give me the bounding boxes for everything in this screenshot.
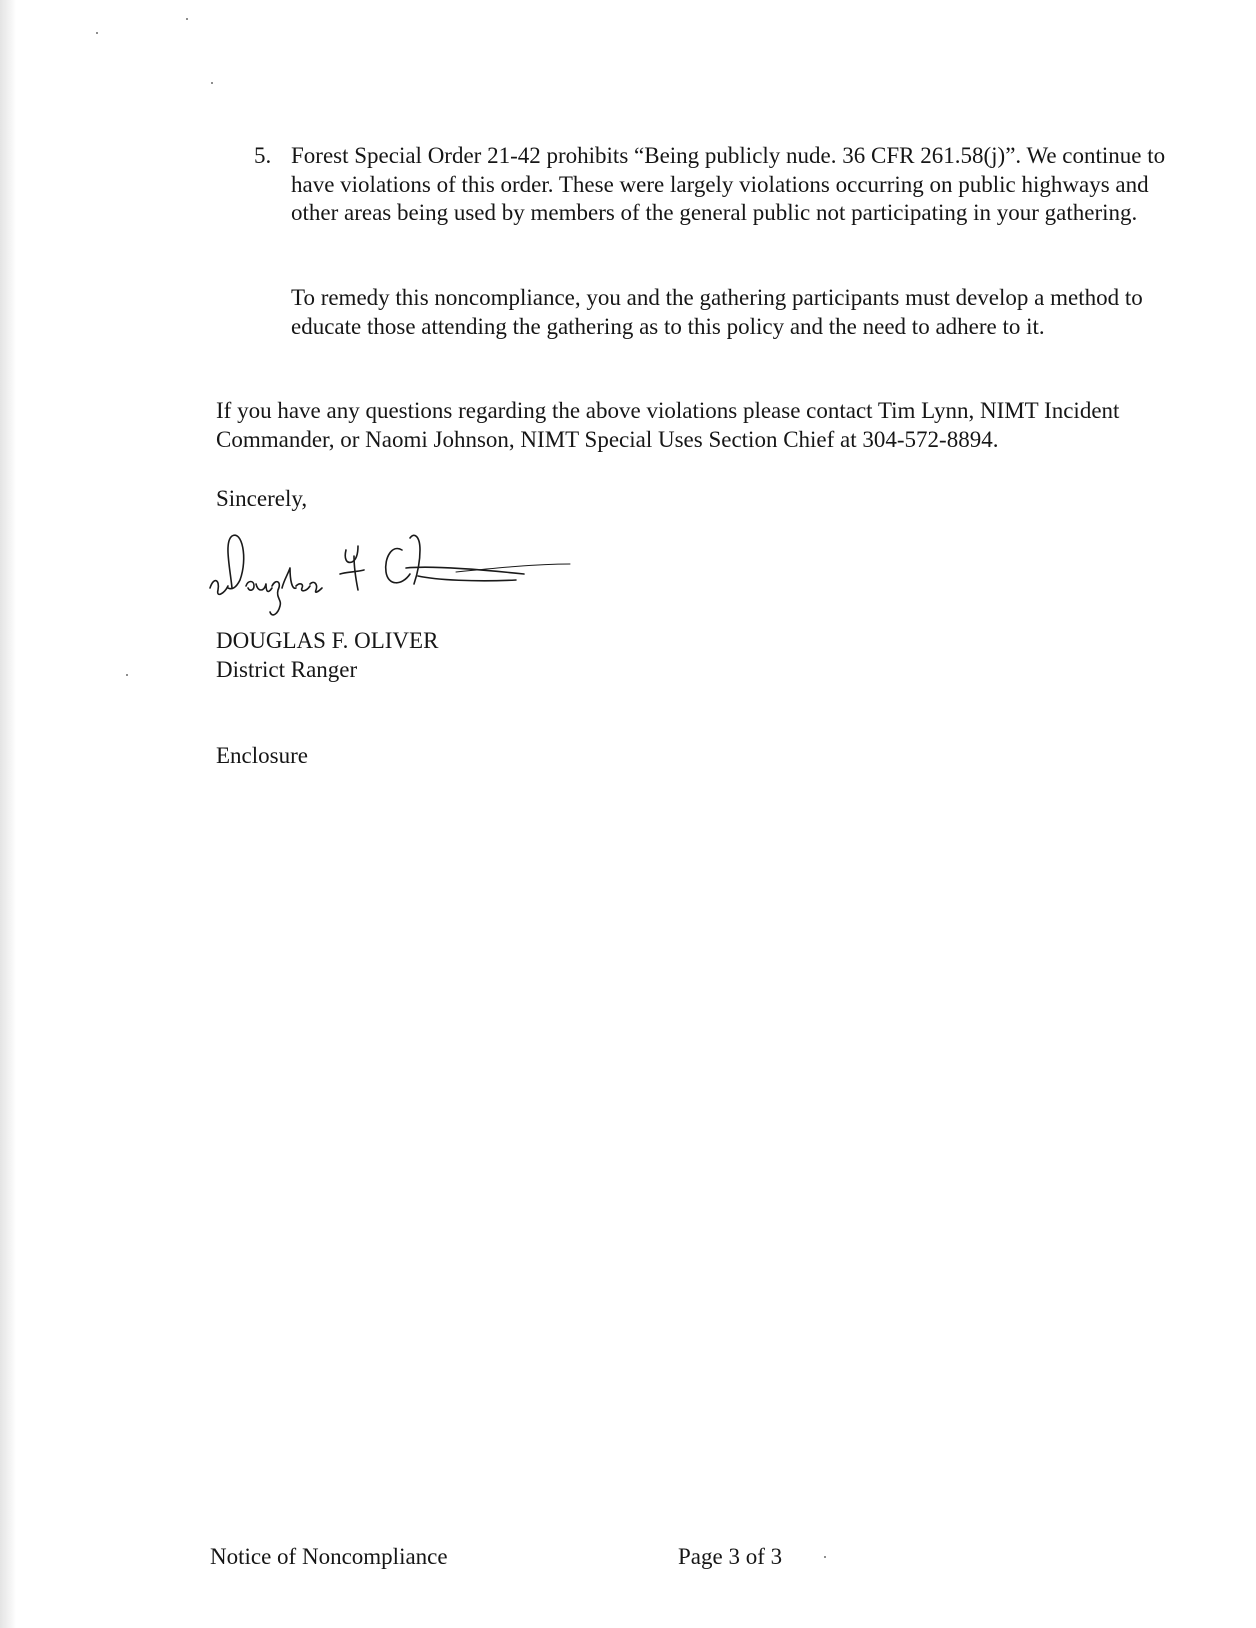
enclosure-label: Enclosure bbox=[216, 743, 308, 768]
signer-title: District Ranger bbox=[216, 657, 358, 682]
footer-page-number: Page 3 of 3 bbox=[678, 1544, 783, 1569]
contact-paragraph: If you have any questions regarding the above violations please contact Tim Lynn, NIMT Incident Commander, or Naomi Johnson, NIMT Special Uses Section Chief at 304-572-8894. bbox=[216, 398, 1120, 452]
scan-speck bbox=[96, 32, 98, 34]
scan-speck bbox=[824, 1556, 826, 1558]
scan-speck bbox=[126, 674, 128, 676]
closing-salutation: Sincerely, bbox=[216, 486, 308, 511]
list-item-text: Forest Special Order 21-42 prohibits “Being publicly nude. 36 CFR 261.58(j)”. We continue to have violations of this order. These were largely violations occurring on public highways and other areas being used by members of the general public not participating in your gathering. bbox=[291, 143, 1166, 225]
signer-name: DOUGLAS F. OLIVER bbox=[216, 628, 439, 653]
scan-speck bbox=[186, 18, 188, 20]
scan-edge bbox=[0, 0, 16, 1628]
footer-document-title: Notice of Noncompliance bbox=[210, 1544, 448, 1569]
list-item-number: 5. bbox=[254, 143, 272, 168]
remedy-paragraph: To remedy this noncompliance, you and the gathering participants must develop a method to educate those attending the gathering as to this policy and the need to adhere to it. bbox=[291, 285, 1143, 339]
scan-speck bbox=[211, 82, 213, 84]
signature-image bbox=[206, 528, 576, 628]
